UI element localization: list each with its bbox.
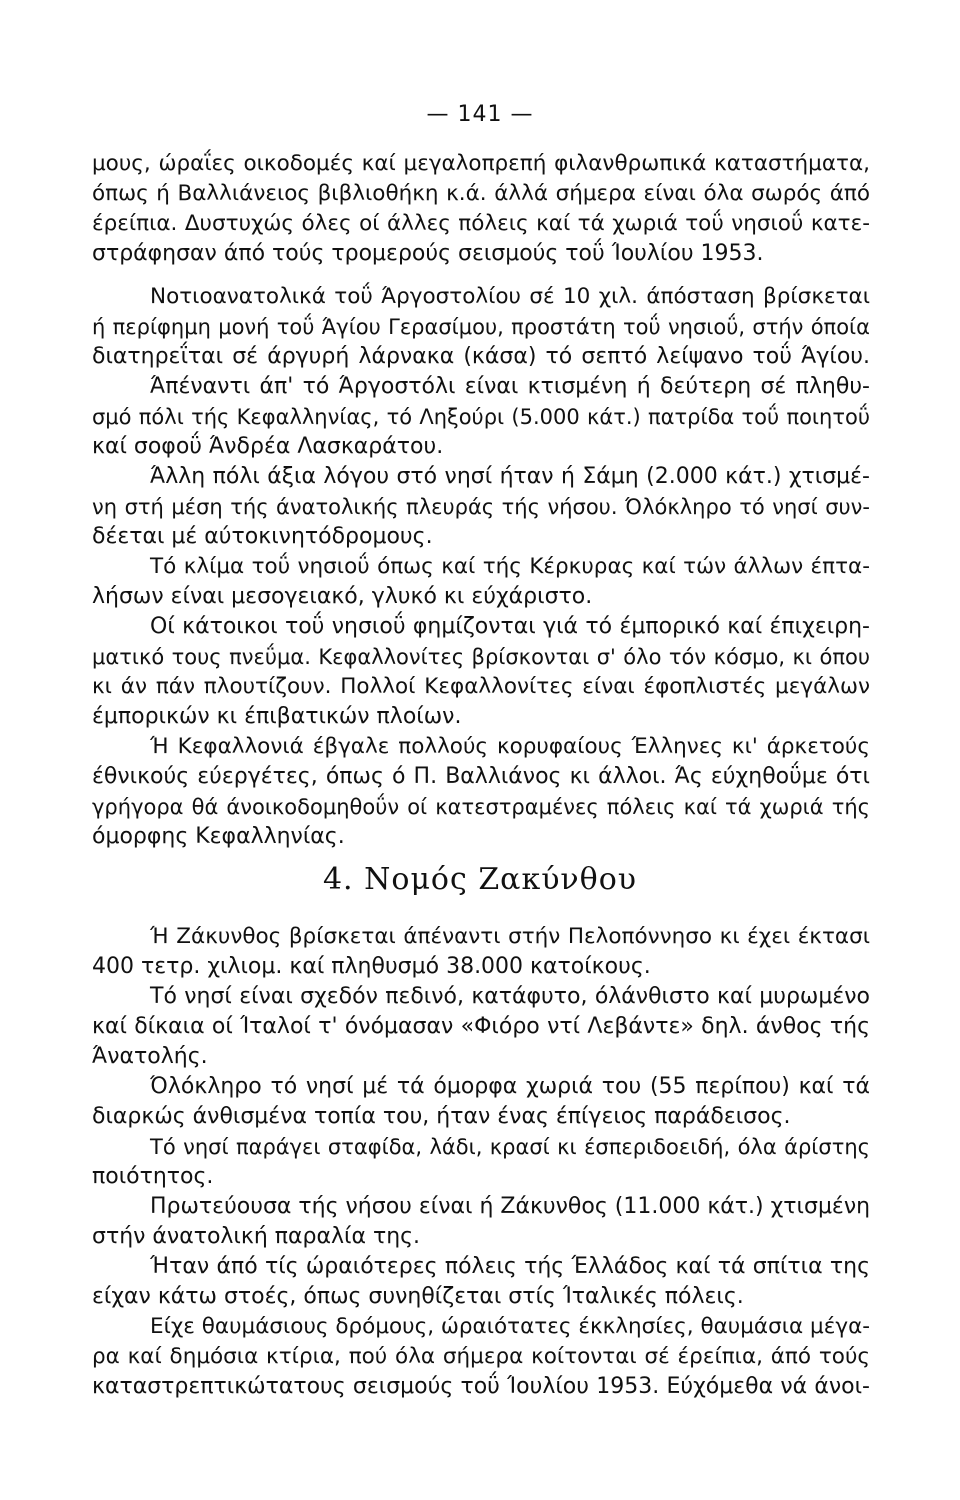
text-line: στήν άνατολική παραλία της. (92, 1224, 421, 1249)
text-line: Πρωτεύουσα τής νήσου είναι ή Ζάκυνθος (11.000 κάτ.) χτισμένη (150, 1194, 871, 1219)
text-line: όπως ή Βαλλιάνειος βιβλιοθήκη κ.ά. άλλά σήμερα είναι όλα σωρός άπό (92, 181, 870, 206)
text-line: δέεται μέ αύτοκινητόδρομους. (92, 524, 433, 549)
text-line: καί σοφοΰ Άνδρέα Λασκαράτου. (92, 434, 444, 459)
section-heading: 4. Νομός Ζακύνθου (322, 862, 638, 897)
text-line: Άπέναντι άπ' τό Άργοστόλι είναι κτισμένη ή δεύτερη σέ πληθυ- (150, 374, 870, 399)
text-line: διαρκώς άνθισμένα τοπία του, ήταν ένας έπίγειος παράδεισος. (92, 1104, 791, 1129)
text-line: Είχε θαυμάσιους δρόμους, ώραιότατες έκκλησίες, θαυμάσια μέγα- (150, 1314, 870, 1339)
text-line: Νοτιοανατολικά τοΰ Άργοστολίου σέ 10 χιλ. άπόσταση βρίσκεται (150, 284, 870, 309)
text-line: λήσων είναι μεσογειακό, γλυκό κι εύχάριστο. (92, 584, 593, 609)
text-line: είχαν κάτω στοές, όπως συνηθίζεται στίς Ίταλικές πόλεις. (92, 1284, 744, 1309)
text-line: καί δίκαια οί Ίταλοί τ' όνόμασαν «Φιόρο ντί Λεβάντε» δηλ. άνθος τής (92, 1014, 870, 1039)
text-line: Ή Κεφαλλονιά έβγαλε πολλούς κορυφαίους Έλληνες κι' άρκετούς (150, 734, 870, 759)
text-line: ρα καί δημόσια κτίρια, πού όλα σήμερα κοίτονται σέ έρείπια, άπό τούς (92, 1344, 870, 1369)
text-line: Οί κάτοικοι τοΰ νησιοΰ φημίζονται γιά τό έμπορικό καί έπιχειρη- (150, 614, 870, 639)
text-line: καταστρεπτικώτατους σεισμούς τοΰ Ίουλίου 1953. Εύχόμεθα νά άνοι- (92, 1374, 870, 1399)
text-line: ματικό τους πνεΰμα. Κεφαλλονίτες βρίσκονται σ' όλο τόν κόσμο, κι όπου (92, 645, 870, 669)
text-line: 400 τετρ. χιλιομ. καί πληθυσμό 38.000 κατοίκους. (92, 954, 651, 979)
text-line: Ήταν άπό τίς ώραιότερες πόλεις τής Έλλάδος καί τά σπίτια της (150, 1254, 870, 1279)
text-line: σμό πόλι τής Κεφαλληνίας, τό Ληξούρι (5.000 κάτ.) πατρίδα τοΰ ποιητοΰ (92, 405, 870, 429)
text-line: γρήγορα θά άνοικοδομηθοΰν οί κατεστραμένες πόλεις καί τά χωριά τής (92, 795, 870, 819)
text-line: έθνικούς εύεργέτες, όπως ό Π. Βαλλιάνος κι άλλοι. Άς εύχηθοΰμε ότι (92, 764, 870, 789)
text-line: όμορφης Κεφαλληνίας. (92, 824, 345, 849)
text-line: στράφησαν άπό τούς τρομερούς σεισμούς τοΰ Ίουλίου 1953. (92, 241, 764, 266)
text-line: Ή Ζάκυνθος βρίσκεται άπέναντι στήν Πελοπόννησο κι έχει έκτασι (150, 924, 870, 949)
text-line: διατηρεΐται σέ άργυρή λάρνακα (κάσα) τό σεπτό λείψανο τοΰ Άγίου. (92, 344, 870, 369)
text-line: έμπορικών κι έπιβατικών πλοίων. (92, 704, 462, 729)
page-number: — 141 — (426, 102, 534, 127)
text-line: μους, ώραΐες οικοδομές καί μεγαλοπρεπή φιλανθρωπικά καταστήματα, (92, 151, 870, 176)
text-line: ή περίφημη μονή τοΰ Άγίου Γερασίμου, προστάτη τοΰ νησιοΰ, στήν όποία (92, 315, 870, 339)
text-line: ποιότητος. (92, 1164, 214, 1189)
text-line: Τό κλίμα τοΰ νησιοΰ όπως καί τής Κέρκυρας καί τών άλλων έπτα- (150, 554, 870, 579)
text-line: Τό νησί είναι σχεδόν πεδινό, κατάφυτο, όλάνθιστο καί μυρωμένο (150, 984, 870, 1009)
text-line: Άνατολής. (92, 1044, 208, 1069)
text-line: νη στή μέση τής άνατολικής πλευράς τής νήσου. Όλόκληρο τό νησί συν- (92, 495, 870, 519)
text-line: Τό νησί παράγει σταφίδα, λάδι, κρασί κι έσπεριδοειδή, όλα άρίστης (150, 1135, 870, 1159)
text-line: Άλλη πόλι άξια λόγου στό νησί ήταν ή Σάμη (2.000 κάτ.) χτισμέ- (150, 464, 870, 489)
text-line: Όλόκληρο τό νησί μέ τά όμορφα χωριά του (55 περίπου) καί τά (150, 1074, 870, 1099)
text-line: έρείπια. Δυστυχώς όλες οί άλλες πόλεις καί τά χωριά τοΰ νησιοΰ κατε- (92, 211, 870, 236)
text-line: κι άν πάν πλουτίζουν. Πολλοί Κεφαλλονίτες είναι έφοπλιστές μεγάλων (92, 674, 870, 699)
